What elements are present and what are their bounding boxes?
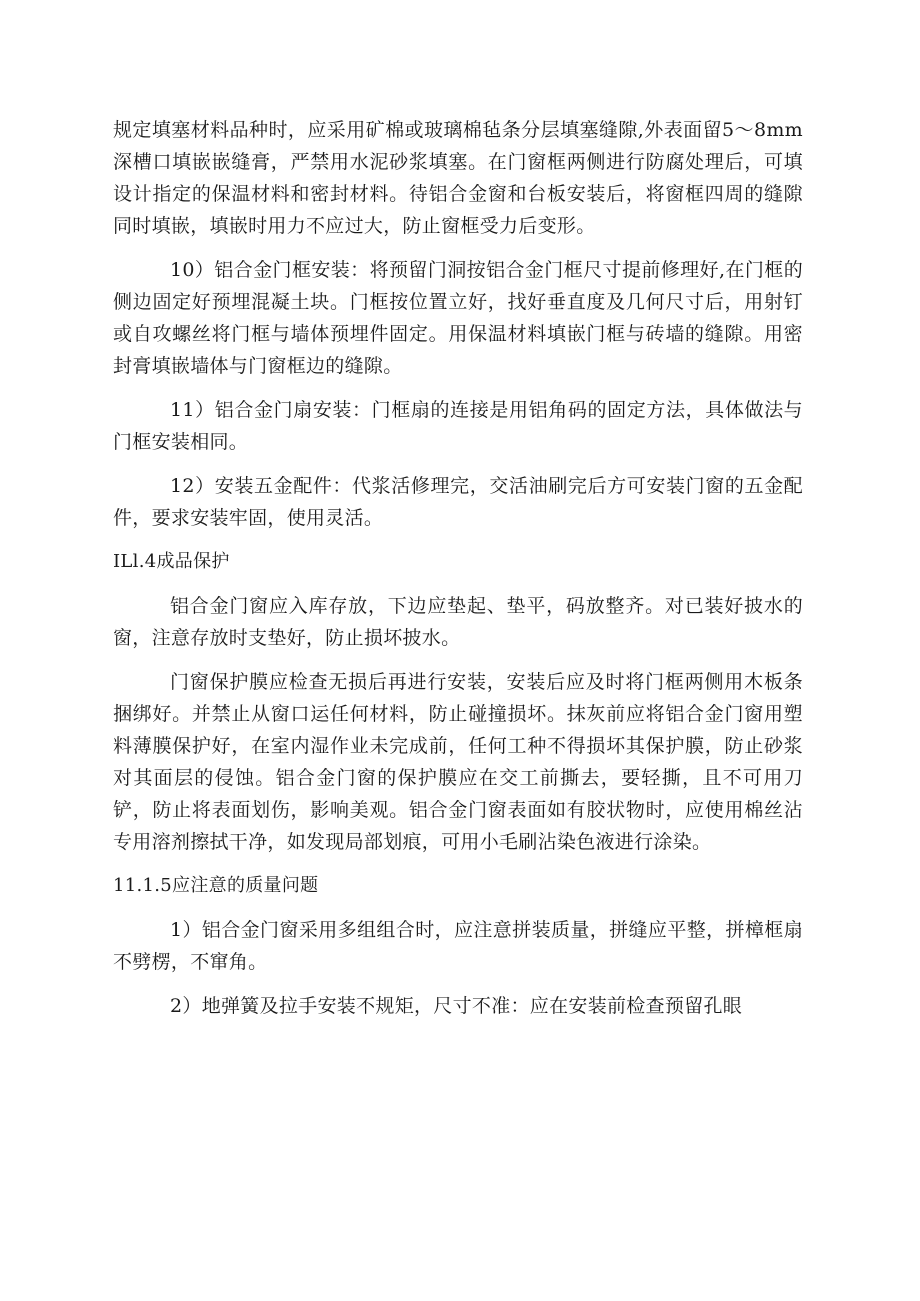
paragraph-hardware-install: 12）安装五金配件：代浆活修理完，交活油刷完后方可安装门窗的五金配件，要求安装牢固，使用灵活。 <box>113 475 803 529</box>
paragraph-issue-assembly: 1）铝合金门窗采用多组组合时，应注意拼装质量，拼缝应平整，拼樟框扇不劈楞，不窜角。 <box>113 919 803 973</box>
document-body <box>113 114 803 1034</box>
section-heading-quality-issues: 11.1.5应注意的质量问题 <box>113 875 319 896</box>
paragraph-door-frame-install: 10）铝合金门框安装：将预留门洞按铝合金门框尺寸提前修理好,在门框的侧边固定好预埋混凝土块。门框按位置立好，找好垂直度及几何尺寸后，用射钉或自攻螺丝将门框与墙体预埋件固定。用保温材料填嵌门框与砖墙的缝隙。用密封膏填嵌墙体与门窗框边的缝隙。 <box>113 259 803 377</box>
paragraph-fill-material: 规定填塞材料品种时，应采用矿棉或玻璃棉毡条分层填塞缝隙,外表面留5～8mm深槽口填嵌嵌缝膏，严禁用水泥砂浆填塞。在门窗框两侧进行防腐处理后，可填设计指定的保温材料和密封材料。待铝合金窗和台板安装后，将窗框四周的缝隙同时填嵌，填嵌时用力不应过大，防止窗框受力后变形。 <box>113 119 803 237</box>
paragraph-issue-floor-spring: 2）地弹簧及拉手安装不规矩，尺寸不准：应在安装前检查预留孔眼 <box>170 995 743 1017</box>
paragraph-door-leaf-install: 11）铝合金门扇安装：门框扇的连接是用铝角码的固定方法，具体做法与门框安装相同。 <box>113 399 803 453</box>
section-heading-product-protection: ILl.4成品保护 <box>113 551 230 572</box>
paragraph-storage: 铝合金门窗应入库存放，下边应垫起、垫平，码放整齐。对已装好披水的窗，注意存放时支垫好，防止损坏披水。 <box>113 595 803 649</box>
paragraph-protective-film: 门窗保护膜应检查无损后再进行安装，安装后应及时将门框两侧用木板条捆绑好。并禁止从窗口运任何材料，防止碰撞损坏。抹灰前应将铝合金门窗用塑料薄膜保护好，在室内湿作业未完成前，任何工种不得损坏其保护膜，防止砂浆对其面层的侵蚀。铝合金门窗的保护膜应在交工前撕去，要轻撕，且不可用刀铲，防止将表面划伤，影响美观。铝合金门窗表面如有胶状物时，应使用棉丝沾专用溶剂擦拭干净，如发现局部划痕，可用小毛刷沾染色液进行涂染。 <box>113 671 803 853</box>
